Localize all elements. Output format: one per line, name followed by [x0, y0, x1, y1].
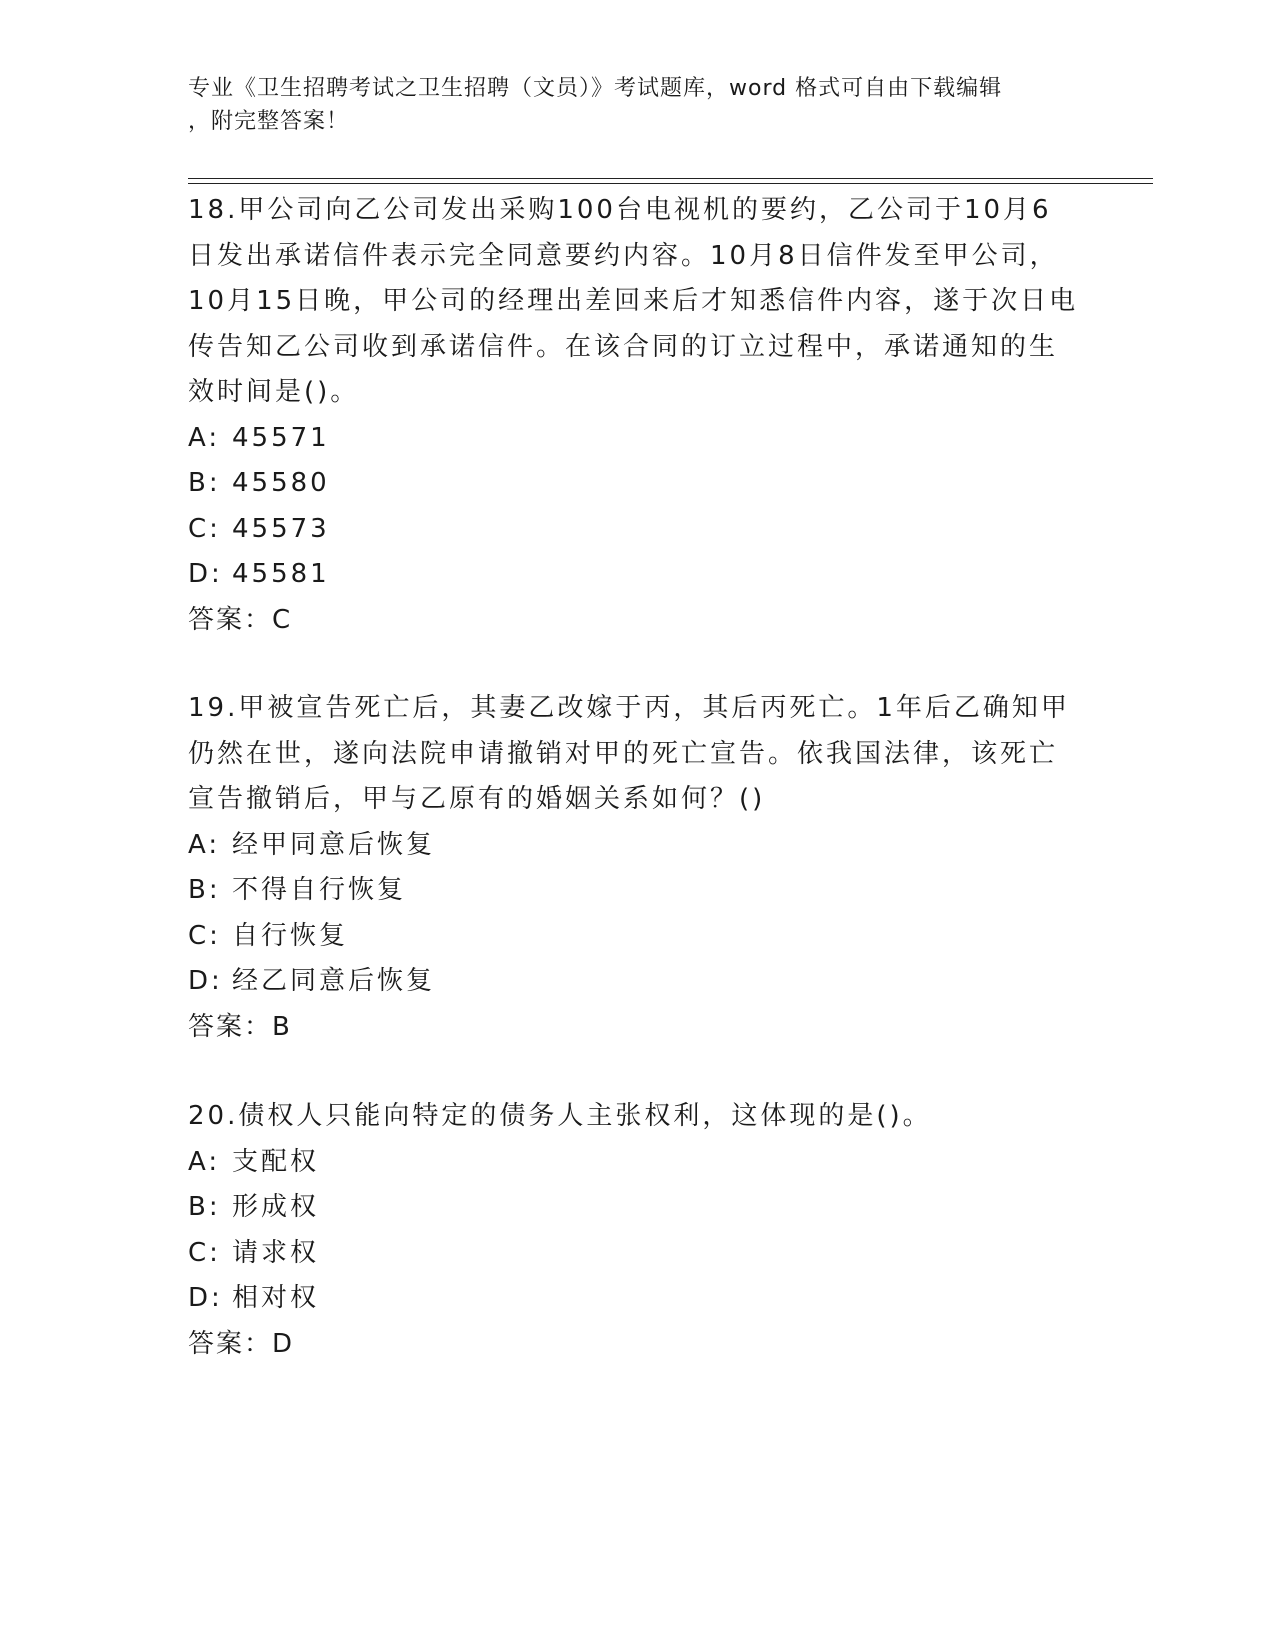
option-text: 45581	[232, 559, 330, 589]
option-key: D:	[188, 966, 223, 996]
question-20	[188, 1094, 1088, 1367]
option-c	[188, 507, 1088, 553]
option-key: A:	[188, 829, 221, 860]
option-text: 请求权	[232, 1237, 320, 1268]
answer-line: 答案：D	[188, 1328, 295, 1359]
option-d	[188, 959, 1088, 1005]
option-key: C:	[188, 920, 221, 951]
option-a	[188, 416, 1088, 462]
option-text: 不得自行恢复	[232, 875, 407, 905]
option-key: C:	[188, 1237, 221, 1268]
question-stem: 20.债权人只能向特定的债务人主张权利，这体现的是()。	[188, 1101, 932, 1131]
option-a	[188, 823, 1088, 869]
option-key: A:	[188, 1146, 221, 1177]
answer-line: 答案：C	[188, 604, 293, 635]
option-text: 支配权	[232, 1146, 320, 1177]
option-text: 45573	[232, 513, 330, 544]
document-header: 专业《卫生招聘考试之卫生招聘（文员）》考试题库，word 格式可自由下载编辑 ，附完整答案！	[188, 76, 1003, 134]
header-divider-bottom	[188, 183, 1153, 184]
option-text: 经乙同意后恢复	[232, 966, 436, 996]
option-key: A:	[188, 422, 221, 453]
option-b	[188, 1185, 1088, 1231]
question-19	[188, 686, 1088, 1050]
option-d	[188, 1276, 1088, 1322]
option-b	[188, 461, 1088, 507]
option-text: 经甲同意后恢复	[232, 829, 436, 860]
option-key: D:	[188, 559, 223, 589]
option-a	[188, 1140, 1088, 1186]
option-key: C:	[188, 513, 221, 544]
option-text: 形成权	[232, 1192, 320, 1222]
option-key: D:	[188, 1283, 223, 1313]
option-c	[188, 1231, 1088, 1277]
option-b	[188, 868, 1088, 914]
option-key: B:	[188, 875, 221, 905]
header-divider-top	[188, 178, 1153, 179]
question-stem: 18.甲公司向乙公司发出采购100台电视机的要约，乙公司于10月6 日发出承诺信件表示完全同意要约内容。10月8日信件发至甲公司， 10月15日晚，甲公司的经理出差回来后才知悉信件内容，遂于次日电 传告知乙公司收到承诺信件。在该合同的订立过程中，承诺通知的生 效时间是()。	[188, 195, 1079, 407]
answer-line: 答案：B	[188, 1011, 292, 1042]
option-text: 相对权	[232, 1283, 320, 1313]
question-18	[188, 188, 1088, 643]
option-text: 45571	[232, 422, 330, 453]
option-key: B:	[188, 1192, 221, 1222]
option-key: B:	[188, 468, 221, 498]
option-text: 自行恢复	[232, 920, 349, 951]
option-text: 45580	[232, 468, 330, 498]
question-stem: 19.甲被宣告死亡后，其妻乙改嫁于丙，其后丙死亡。1年后乙确知甲 仍然在世，遂向法院申请撤销对甲的死亡宣告。依我国法律，该死亡 宣告撤销后，甲与乙原有的婚姻关系如何？()	[188, 693, 1070, 814]
option-d	[188, 552, 1088, 598]
option-c	[188, 914, 1088, 960]
